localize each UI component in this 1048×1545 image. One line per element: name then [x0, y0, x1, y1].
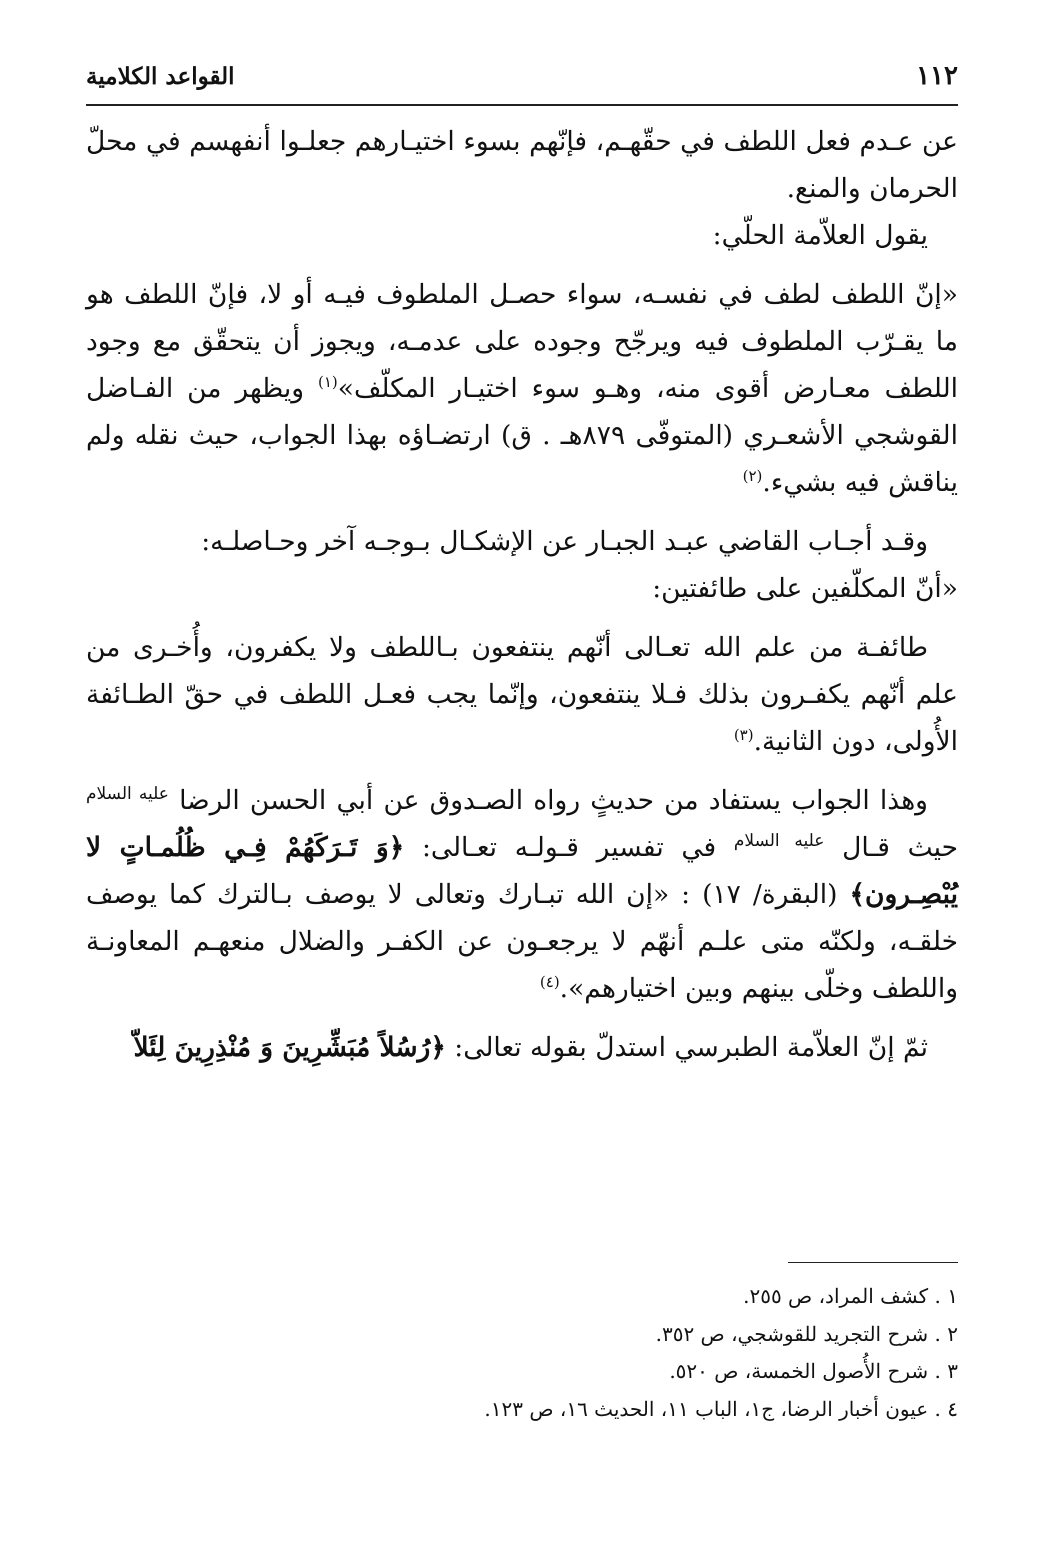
footnote-1: ١ . كشف المراد، ص ٢٥٥. — [743, 1284, 958, 1308]
paragraph-6 — [86, 624, 958, 765]
paragraph-7-c: في تفسير قـولـه تعـالى: — [404, 832, 734, 863]
honorific-glyph: عليه السلام — [86, 784, 169, 805]
paragraph-1: عن عـدم فعل اللطف في حقّهـم، فإنّهم بسوء اختيـارهم جعلـوا أنفهسم في محلّ الحرمان والمنع. — [86, 126, 958, 204]
paragraph-2: يقول العلاّمة الحلّي: — [712, 220, 928, 251]
quran-verse-2: ﴿رُسُلاً مُبَشِّرِينَ وَ مُنْذِرِينَ لِئَلاّ — [133, 1032, 446, 1063]
footnote-2: ٢ . شرح التجريد للقوشجي، ص ٣٥٢. — [655, 1321, 958, 1346]
footnote-3: ٣ . شرح الأُصول الخمسة، ص ٥٢٠. — [669, 1359, 958, 1383]
paragraph-4: وقـد أجـاب القاضي عبـد الجبـار عن الإشكـال بـوجـه آخر وحـاصلـه: — [201, 526, 928, 557]
paragraph-8-a: ثمّ إنّ العلاّمة الطبرسي استدلّ بقوله تعالى: — [445, 1032, 928, 1063]
paragraph-3-cont: ويظهر من الفـاضل القوشجي الأشعـري (المتوفّى ٨٧٩هـ . ق) ارتضـاؤه بهذا الجواب، حيث نقله ولم يناقش فيه بشيء. — [86, 373, 958, 498]
page-number: ١١٢ — [916, 61, 958, 91]
paragraph-3 — [86, 271, 958, 506]
paragraph-7-b: حيث قـال — [842, 832, 958, 863]
footnote-4: ٤ . عيون أخبار الرضا، ج١، الباب ١١، الحديث ١٦، ص ١٢٣. — [484, 1396, 958, 1421]
footnote-ref-1[interactable]: (١) — [317, 373, 338, 392]
quote-allamah-hilli: «إنّ اللطف لطف في نفسـه، سواء حصـل الملطوف فيـه أو لا، فإنّ اللطف هو ما يقـرّب الملطوف فيه ويرجّح وجوده على عدمـه، ويجوز أن يتحقّق مع وجود اللطف معـارض أقوى منه، وهـو سوء اختيـار المكلّف» — [86, 279, 959, 404]
paragraph-7-a: وهذا الجواب يستفاد من حديثٍ رواه الصـدوق عن أبي الحسن الرضا — [179, 785, 928, 816]
footnote-rule — [788, 1262, 958, 1263]
page-header — [86, 54, 958, 98]
footnote-ref-4[interactable]: (٤) — [539, 973, 560, 992]
main-text — [86, 118, 958, 1071]
paragraph-7 — [86, 777, 958, 1012]
running-title: القواعد الكلامية — [86, 62, 235, 90]
paragraph-5: «أنّ المكلّفين على طائفتين: — [652, 573, 958, 604]
footnotes — [86, 1278, 958, 1428]
paragraph-6-text: طائفـة من علم الله تعـالى أنّهم ينتفعون بـاللطف ولا يكفرون، وأُخـرى من علم أنّهم يكفـرون بذلك فـلا ينتفعون، وإنّما يجب فعـل اللطف في حقّ الطـائفة الأُولى، دون الثانية. — [86, 632, 958, 757]
honorific-glyph-2: عليه السلام — [733, 831, 825, 852]
paragraph-7-d: (البقرة/ ١٧) : «إن الله تبـارك وتعالى لا يوصف بـالترك كما يوصف خلقـه، ولكنّه متى علـم أنهّم لا يرجعـون عن الكفـر والضلال منعهـم المعاونـة واللطف وخلّى بينهم وبين اختيارهم». — [86, 879, 958, 1004]
footnote-ref-3[interactable]: (٣) — [733, 726, 754, 745]
header-rule — [86, 104, 958, 106]
paragraph-8 — [86, 1024, 958, 1071]
footnote-ref-2[interactable]: (٢) — [742, 467, 763, 486]
quran-verse-1: ﴿وَ تَـرَكَهُمْ فِـي ظُلُمـاتٍ لا يُبْصِـرون﴾ — [86, 832, 958, 910]
